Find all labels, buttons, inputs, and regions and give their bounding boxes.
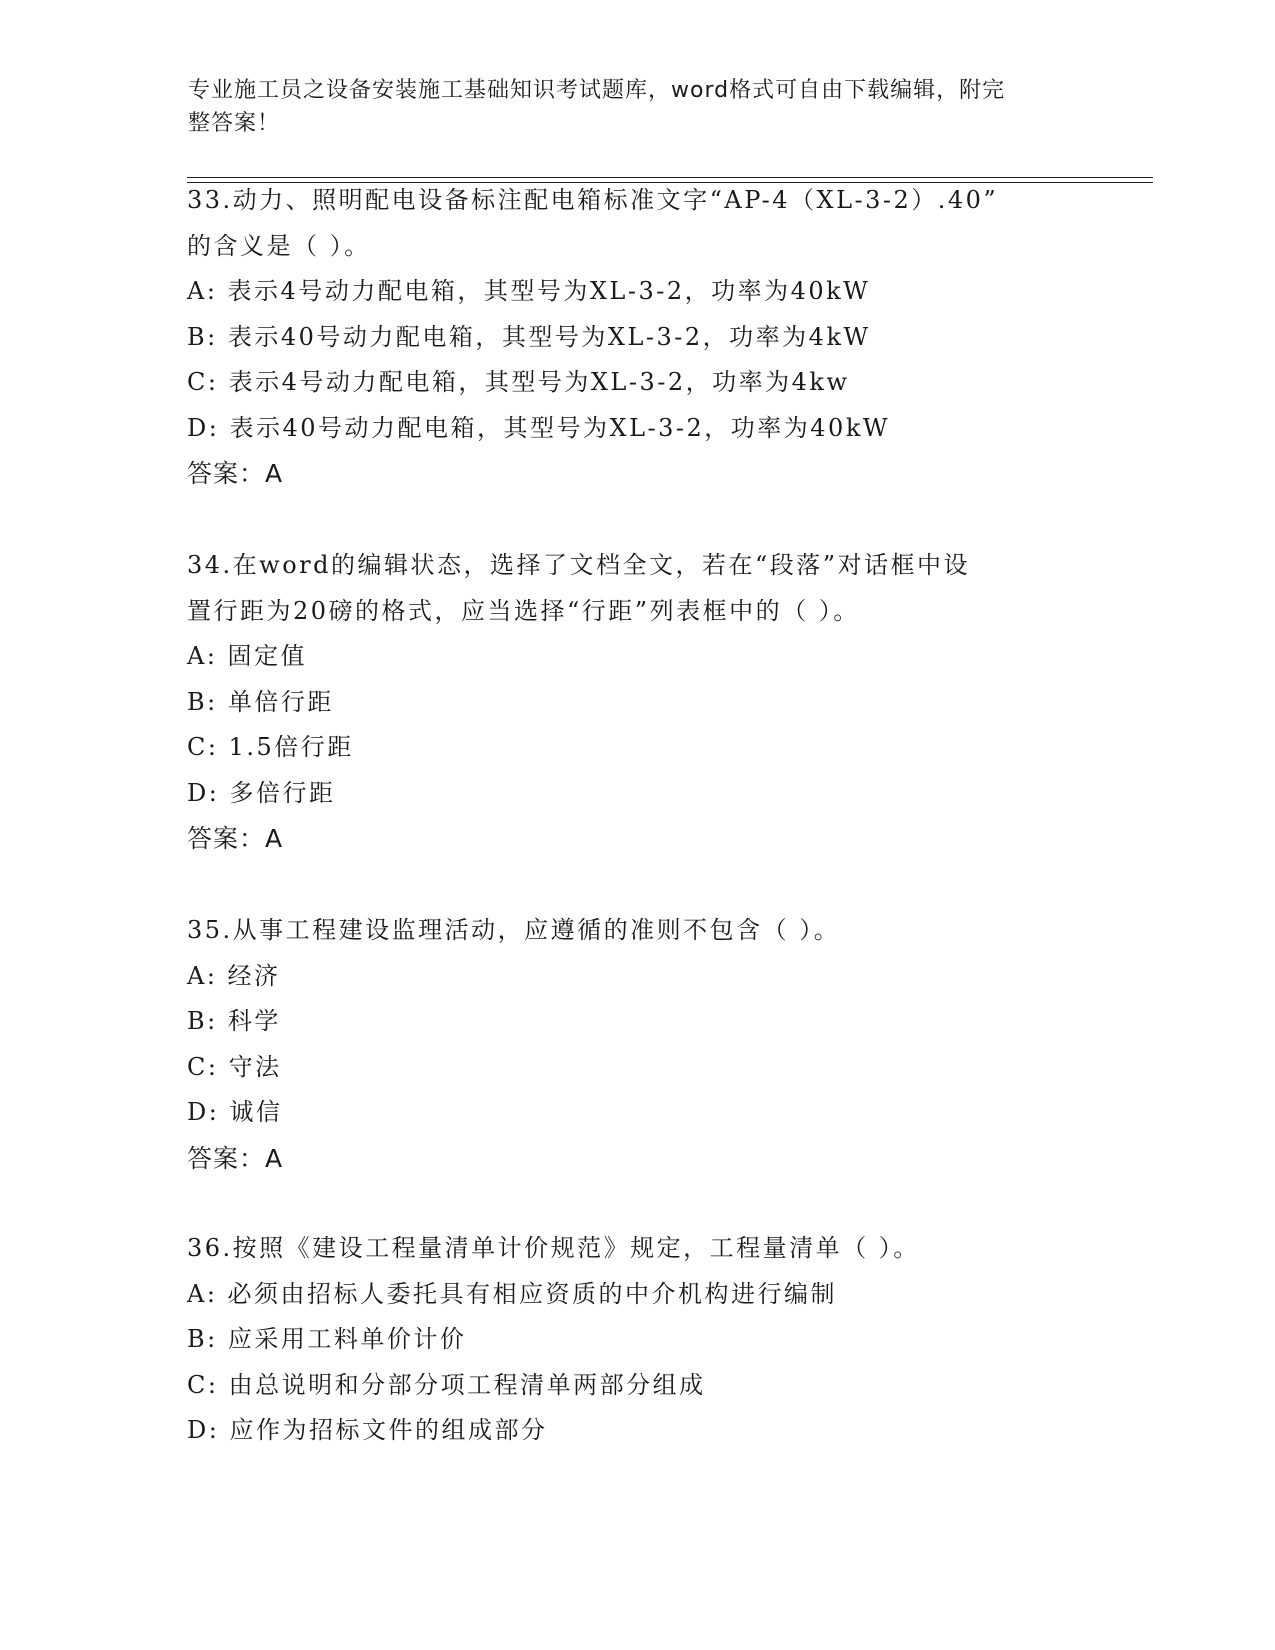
answer-line: 答案：A: [187, 824, 284, 853]
question-34: [187, 543, 1087, 862]
answer-line: 答案：A: [187, 1143, 284, 1173]
question-33: [187, 178, 1087, 497]
question-stem: 36.按照《建设工程量清单计价规范》规定，工程量清单（ ）。: [187, 1234, 920, 1262]
option-d: D: 多倍行距: [187, 778, 336, 807]
option-a: A: 固定值: [187, 642, 308, 670]
option-c: C: 守法: [187, 1052, 282, 1081]
header-line-2: 整答案！: [188, 111, 281, 136]
option-a: A: 必须由招标人委托具有相应资质的中介机构进行编制: [187, 1279, 838, 1308]
option-c: C: 1.5倍行距: [187, 733, 354, 761]
question-stem-continued: 置行距为20磅的格式，应当选择“行距”列表框中的（ ）。: [187, 596, 860, 625]
question-36: [187, 1226, 1087, 1454]
header-line-1: 专业施工员之设备安装施工基础知识考试题库，word格式可自由下载编辑，附完: [188, 78, 1006, 103]
question-stem-continued: 的含义是（ ）。: [187, 231, 371, 260]
option-d: D: 诚信: [187, 1098, 283, 1126]
option-d: D: 应作为招标文件的组成部分: [187, 1416, 548, 1444]
question-stem: 34.在word的编辑状态，选择了文档全文，若在“段落”对话框中设: [187, 551, 971, 579]
option-a: A: 经济: [187, 961, 281, 990]
question-stem: 33.动力、照明配电设备标注配电箱标准文字“AP-4（XL-3-2）.40”: [187, 186, 999, 214]
option-c: C: 由总说明和分部分项工程清单两部分组成: [187, 1370, 706, 1399]
option-b: B: 应采用工料单价计价: [187, 1325, 467, 1353]
option-a: A: 表示4号动力配电箱，其型号为XL-3-2，功率为40kW: [187, 277, 871, 305]
question-35: [187, 908, 1087, 1181]
option-b: B: 科学: [187, 1007, 281, 1035]
option-c: C: 表示4号动力配电箱，其型号为XL-3-2，功率为4kw: [187, 368, 850, 396]
question-stem: 35.从事工程建设监理活动，应遵循的准则不包含（ ）。: [187, 916, 841, 944]
answer-line: 答案：A: [187, 459, 284, 488]
option-b: B: 表示40号动力配电箱，其型号为XL-3-2，功率为4kW: [187, 322, 871, 351]
option-b: B: 单倍行距: [187, 687, 334, 716]
option-d: D: 表示40号动力配电箱，其型号为XL-3-2，功率为40kW: [187, 413, 891, 442]
document-header: [188, 74, 1088, 140]
